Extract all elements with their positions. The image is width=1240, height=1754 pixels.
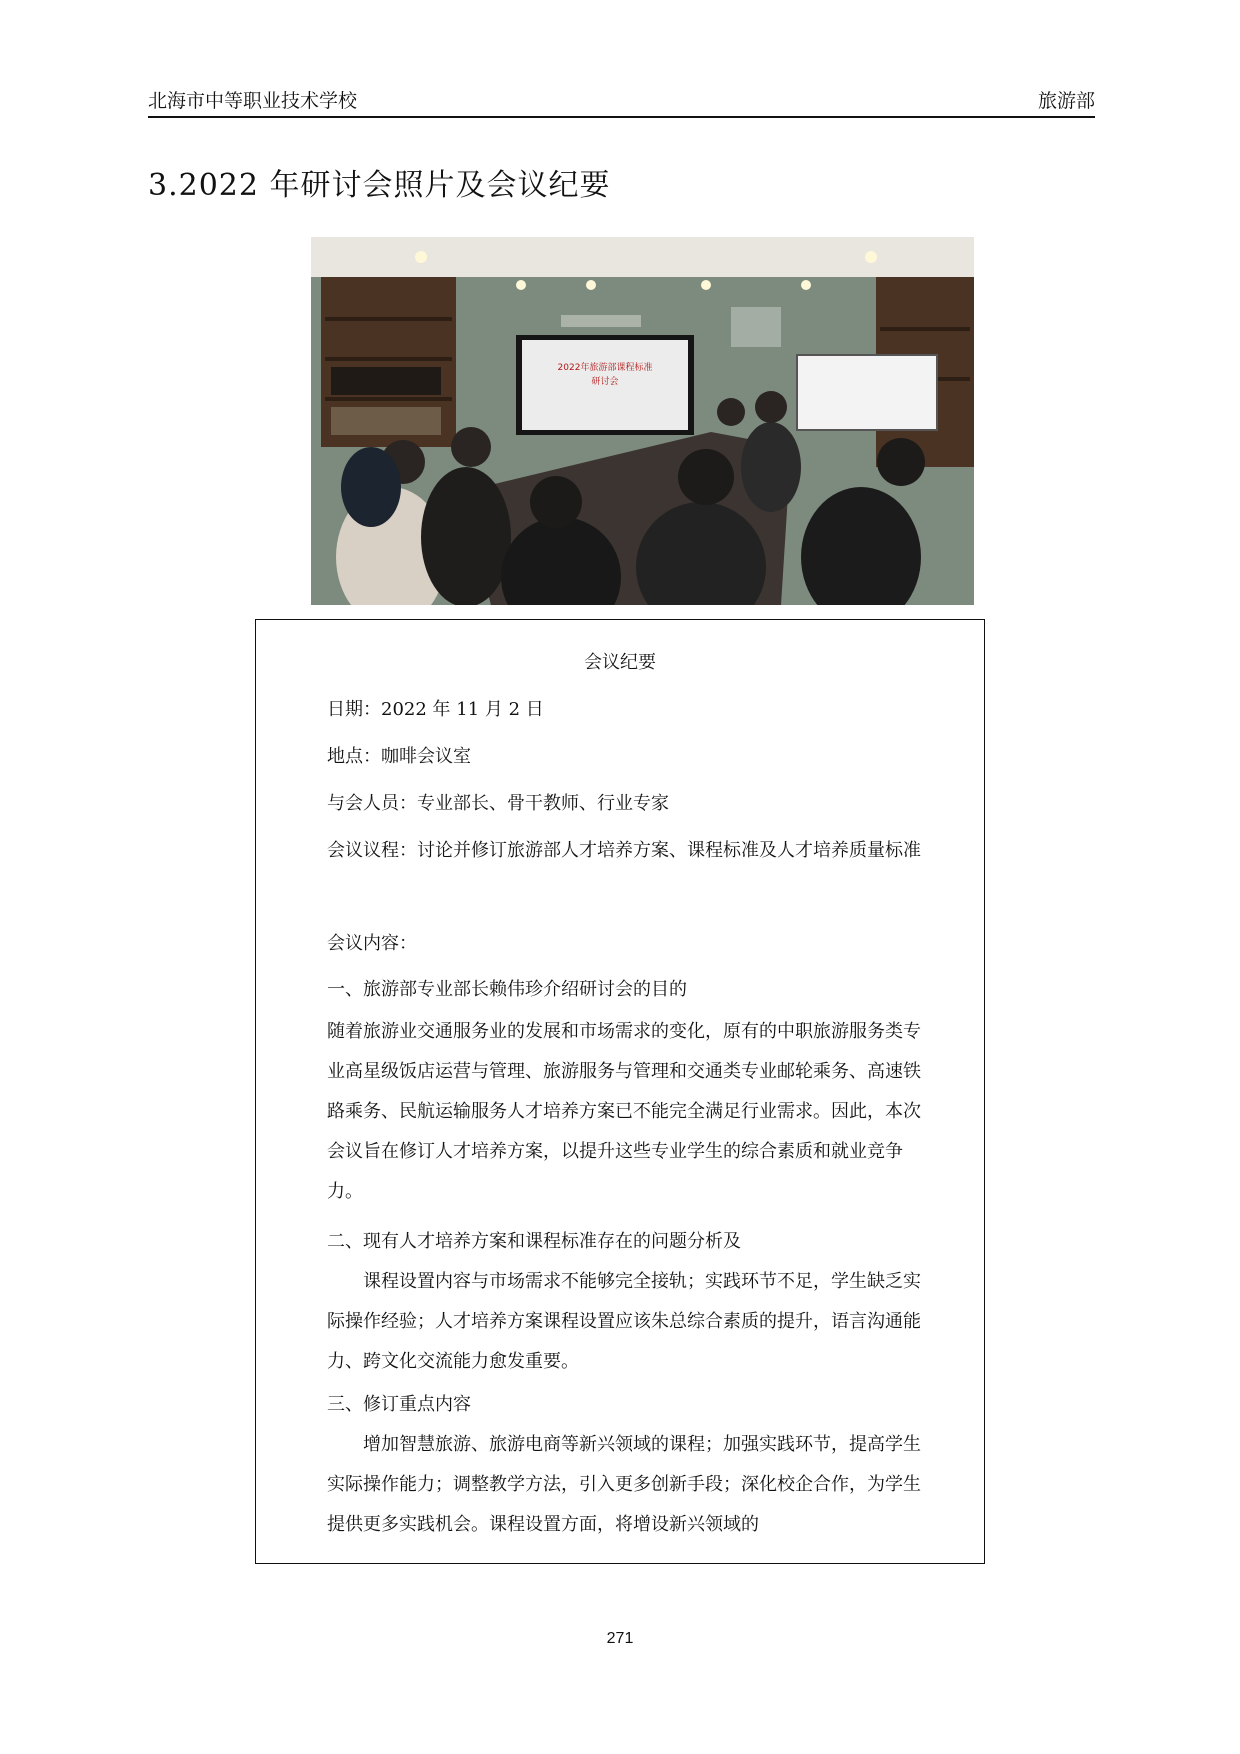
minutes-heading-1: 一、旅游部专业部长赖伟珍介绍研讨会的目的 — [327, 979, 687, 1000]
page-number: 271 — [606, 1630, 634, 1647]
minutes-body-3: 增加智慧旅游、旅游电商等新兴领域的课程；加强实践环节，提高学生实际操作能力；调整教学方法，引入更多创新手段；深化校企合作，为学生提供更多实践机会。课程设置方面，将增设新兴领域的 — [327, 1434, 921, 1535]
minutes-body-1: 随着旅游业交通服务业的发展和市场需求的变化，原有的中职旅游服务类专业高星级饭店运营与管理、旅游服务与管理和交通类专业邮轮乘务、高速铁路乘务、民航运输服务人才培养方案已不能完全满足行业需求。因此，本次会议旨在修订人才培养方案，以提升这些专业学生的综合素质和就业竞争力。 — [327, 1021, 921, 1202]
meeting-minutes-box — [255, 619, 985, 1564]
department-name: 旅游部 — [1037, 90, 1095, 112]
minutes-body-2: 课程设置内容与市场需求不能够完全接轨；实践环节不足，学生缺乏实际操作经验；人才培养方案课程设置应该朱总综合素质的提升，语言沟通能力、跨文化交流能力愈发重要。 — [327, 1271, 921, 1372]
minutes-location: 地点：咖啡会议室 — [327, 746, 471, 767]
minutes-heading-2: 二、现有人才培养方案和课程标准存在的问题分析及 — [327, 1231, 741, 1252]
minutes-date: 日期：2022 年 11 月 2 日 — [327, 699, 544, 720]
screen-title-line1: 2022年旅游部课程标准 — [557, 363, 653, 373]
meeting-photo — [311, 237, 974, 605]
minutes-attendees: 与会人员：专业部长、骨干教师、行业专家 — [327, 793, 669, 814]
minutes-content-label: 会议内容： — [327, 933, 417, 954]
minutes-title: 会议纪要 — [584, 652, 656, 673]
screen-title-line2: 研讨会 — [591, 377, 619, 387]
school-name: 北海市中等职业技术学校 — [148, 90, 358, 112]
minutes-heading-3: 三、修订重点内容 — [327, 1394, 471, 1415]
section-title: 3.2022 年研讨会照片及会议纪要 — [148, 168, 611, 203]
minutes-agenda: 会议议程：讨论并修订旅游部人才培养方案、课程标准及人才培养质量标准 — [327, 840, 921, 861]
page-header — [148, 86, 1095, 118]
